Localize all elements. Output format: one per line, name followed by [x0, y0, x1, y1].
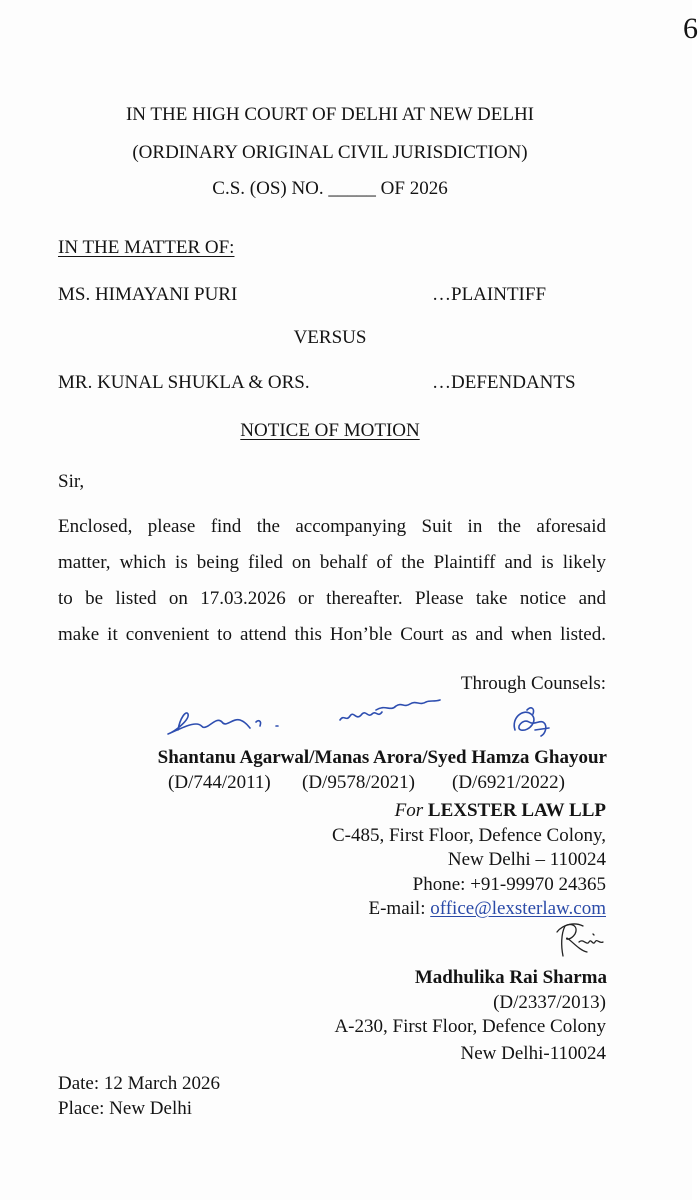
- second-counsel-enrolment: (D/2337/2013): [493, 992, 606, 1013]
- enrolment-syed: (D/6921/2022): [452, 772, 565, 793]
- jurisdiction: (ORDINARY ORIGINAL CIVIL JURISDICTION): [132, 142, 528, 163]
- versus: VERSUS: [293, 327, 367, 348]
- firm-address-line-2: New Delhi – 110024: [447, 849, 606, 870]
- document-place: Place: New Delhi: [58, 1098, 193, 1119]
- plaintiff-name: MS. HIMAYANI PURI: [58, 284, 238, 305]
- case-number: C.S. (OS) NO. _____ OF 2026: [212, 178, 448, 199]
- salutation: Sir,: [58, 471, 85, 492]
- body-line: to be listed on 17.03.2026 or thereafter. Please take notice and: [58, 588, 606, 609]
- email-link[interactable]: office@lexsterlaw.com: [430, 898, 606, 919]
- court-title: IN THE HIGH COURT OF DELHI AT NEW DELHI: [125, 104, 535, 125]
- firm-email-line: [369, 897, 607, 921]
- enrolment-shantanu: (D/744/2011): [168, 772, 271, 793]
- firm-line: [395, 799, 606, 823]
- signature-shantanu-agarwal: [160, 700, 300, 745]
- firm-address-line-1: C-485, First Floor, Defence Colony,: [331, 825, 606, 846]
- counsel-names: Shantanu Agarwal/Manas Arora/Syed Hamza Ghayour: [157, 747, 607, 768]
- page-number: 6: [683, 12, 698, 45]
- through-counsels: Through Counsels:: [460, 673, 606, 694]
- firm-phone: Phone: +91-99970 24365: [412, 874, 606, 895]
- enrolment-manas: (D/9578/2021): [302, 772, 415, 793]
- second-counsel-address-2: New Delhi-110024: [460, 1043, 606, 1064]
- matter-heading: IN THE MATTER OF:: [58, 237, 235, 258]
- second-counsel-name: Madhulika Rai Sharma: [414, 967, 607, 988]
- signature-syed-hamza-ghayour: [505, 700, 557, 744]
- plaintiff-role: …PLAINTIFF: [432, 284, 547, 305]
- defendant-name: MR. KUNAL SHUKLA & ORS.: [58, 372, 310, 393]
- email-label: E-mail:: [368, 898, 426, 919]
- signature-manas-arora: [332, 692, 452, 732]
- notice-title: NOTICE OF MOTION: [240, 420, 420, 441]
- document-date: Date: 12 March 2026: [58, 1073, 220, 1094]
- signature-madhulika-rai-sharma: [553, 920, 607, 962]
- for-prefix: For: [394, 800, 424, 821]
- body-line: Enclosed, please find the accompanying Suit in the aforesaid: [58, 516, 606, 537]
- defendant-role: …DEFENDANTS: [432, 372, 576, 393]
- second-counsel-address-1: A-230, First Floor, Defence Colony: [334, 1016, 606, 1037]
- body-line: matter, which is being filed on behalf of the Plaintiff and is likely: [58, 552, 606, 573]
- firm-name: LEXSTER LAW LLP: [427, 800, 606, 821]
- body-line: make it convenient to attend this Hon’ble Court as and when listed.: [58, 624, 606, 645]
